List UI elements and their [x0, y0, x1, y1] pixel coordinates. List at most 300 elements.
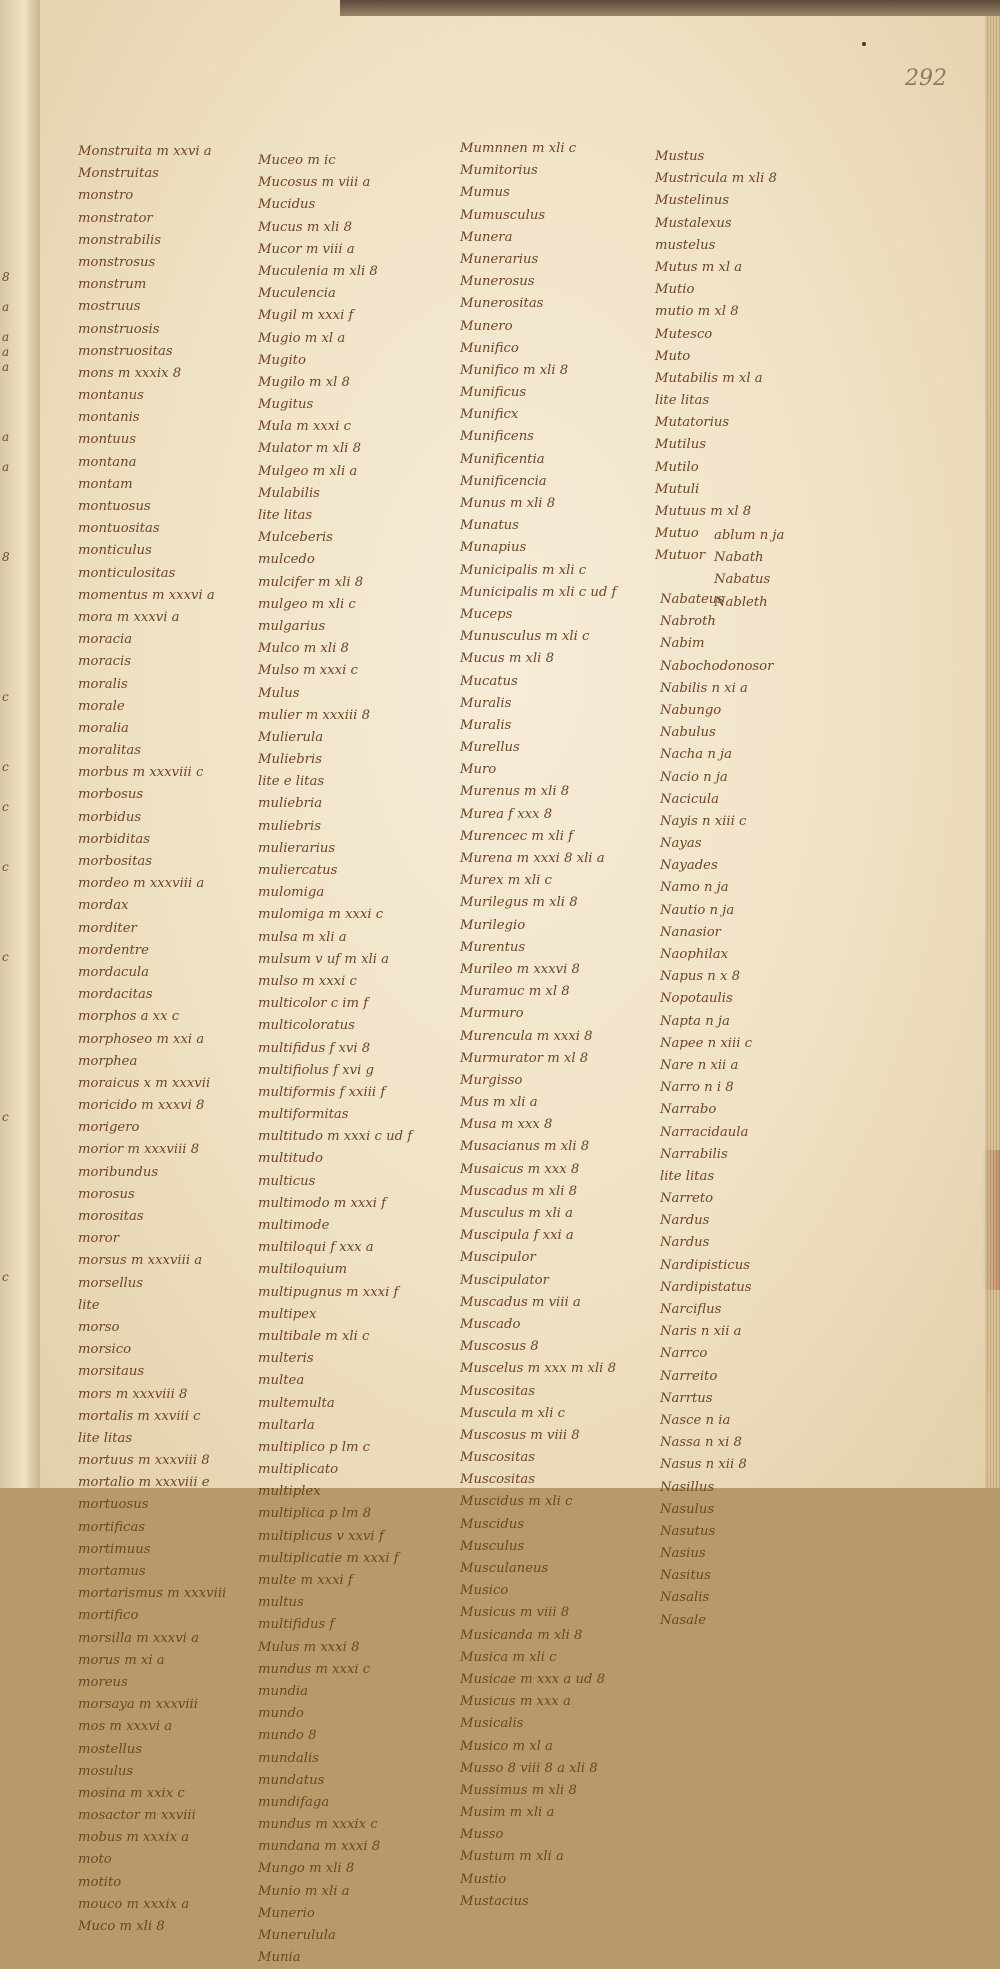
entry: Nardus: [660, 1213, 710, 1229]
entry: mundus m xxxix c: [258, 1817, 378, 1833]
entry: Mutus m xl a: [655, 259, 743, 275]
entry: mulomiga: [258, 885, 325, 901]
entry: muliebria: [258, 796, 323, 812]
entry: morale: [78, 698, 125, 714]
entry: Murmuro: [460, 1006, 524, 1022]
entry: Muscipulor: [460, 1250, 536, 1266]
entry: Musa m xxx 8: [460, 1117, 553, 1133]
entry: Musica m xli c: [460, 1649, 557, 1665]
entry: mordax: [78, 898, 129, 914]
entry: Nardipistatus: [660, 1279, 752, 1295]
entry: multicus: [258, 1173, 316, 1189]
entry: Nasalis: [660, 1590, 710, 1606]
entry: Mula m xxxi c: [258, 419, 352, 435]
entry: multiplico p lm c: [258, 1439, 371, 1455]
entry: monstrum: [78, 277, 147, 293]
entry: mortalis m xxviii c: [78, 1408, 201, 1424]
entry: mulcifer m xli 8: [258, 574, 364, 590]
entry: Narrco: [660, 1346, 708, 1362]
entry: monstro: [78, 188, 134, 204]
entry: multiloqui f xxx a: [258, 1240, 374, 1256]
column-4: [655, 146, 777, 568]
entry: Nanasior: [660, 924, 721, 940]
entry: Munia: [258, 1950, 301, 1966]
entry: mutio m xl 8: [655, 304, 739, 320]
entry: Nabim: [660, 636, 705, 652]
entry: multiformitas: [258, 1107, 349, 1123]
entry: Mumus: [460, 185, 510, 201]
entry: monstrabilis: [78, 232, 162, 248]
entry: Nabatus: [714, 572, 771, 588]
page-stain: [982, 1150, 1000, 1290]
entry: mostruus: [78, 299, 141, 315]
ink-dot: [862, 42, 866, 46]
entry: Murileo m xxxvi 8: [460, 961, 580, 977]
entry: Munera: [460, 229, 513, 245]
entry: multimode: [258, 1218, 330, 1233]
entry: Mutuo: [655, 526, 699, 542]
left-facing-page: [0, 0, 40, 1488]
margin-note: a: [2, 345, 10, 359]
entry: mordeo m xxxviii a: [78, 876, 205, 892]
entry: Nasce n ia: [660, 1412, 731, 1428]
entry: Narreito: [660, 1368, 718, 1384]
entry: motito: [78, 1874, 122, 1890]
entry: montanus: [78, 388, 144, 404]
entry: morso: [78, 1319, 120, 1335]
entry: Musaicus m xxx 8: [460, 1161, 580, 1177]
entry: morigero: [78, 1120, 140, 1136]
entry: Muceo m ic: [258, 153, 336, 168]
entry: Mustelinus: [655, 193, 730, 209]
entry: monstrator: [78, 210, 153, 226]
entry: Nasius: [660, 1546, 706, 1562]
entry: Muscipula f xxi a: [460, 1228, 574, 1244]
entry: Mutuor: [655, 548, 706, 564]
entry: monticulositas: [78, 565, 176, 581]
margin-note: c: [2, 690, 9, 704]
entry: Nasulus: [660, 1501, 715, 1517]
entry: Murentus: [460, 939, 526, 955]
entry: multibale m xli c: [258, 1328, 370, 1344]
entry: Munificencia: [460, 473, 547, 489]
entry: Monstruita m xxvi a: [78, 144, 212, 159]
entry: mundus m xxxi c: [258, 1661, 371, 1677]
entry: Muliebris: [258, 752, 322, 768]
entry: Mugio m xl a: [258, 330, 346, 346]
entry: Munificens: [460, 429, 534, 445]
entry: multipugnus m xxxi f: [258, 1284, 399, 1300]
entry: mortuosus: [78, 1497, 149, 1513]
entry: Munificus: [460, 385, 527, 401]
entry: mons m xxxix 8: [78, 365, 182, 381]
entry: Murilegus m xli 8: [460, 895, 578, 911]
entry: moribundus: [78, 1164, 159, 1180]
entry: Mumitorius: [460, 163, 538, 179]
margin-note: a: [2, 360, 10, 374]
entry: Mucatus: [460, 673, 518, 689]
entry: multea: [258, 1373, 305, 1389]
entry: mortalio m xxxviii e: [78, 1475, 210, 1491]
entry: Mulco m xli 8: [258, 641, 349, 657]
entry: Mustum m xli a: [460, 1849, 564, 1865]
entry: Musicae m xxx a ud 8: [460, 1671, 605, 1687]
margin-note: c: [2, 800, 9, 814]
entry: morsaya m xxxviii: [78, 1697, 198, 1713]
entry: mulierarius: [258, 840, 336, 856]
entry: Musso: [460, 1827, 504, 1843]
entry: mouco m xxxix a: [78, 1896, 190, 1912]
entry: Mulso m xxxi c: [258, 663, 358, 679]
entry: Nasitus: [660, 1568, 711, 1584]
entry: Mustus: [655, 149, 705, 164]
entry: Mugito: [258, 352, 306, 368]
entry: mundana m xxxi 8: [258, 1839, 381, 1855]
entry: Mustacius: [460, 1893, 529, 1909]
entry: Muscelus m xxx m xli 8: [460, 1361, 616, 1377]
entry: mundia: [258, 1683, 309, 1699]
entry: Nare n xii a: [660, 1057, 739, 1073]
entry: morsilla m xxxvi a: [78, 1630, 199, 1646]
entry: Munus m xli 8: [460, 496, 556, 511]
entry: Murex m xli c: [460, 873, 552, 889]
entry: morbus m xxxviii c: [78, 765, 204, 781]
entry: Mutilus: [655, 437, 706, 453]
entry: multicolor c im f: [258, 996, 369, 1012]
entry: monstruositas: [78, 343, 173, 359]
entry: multipex: [258, 1306, 317, 1322]
entry: Munificentia: [460, 451, 545, 467]
entry: Muceps: [460, 606, 513, 622]
entry: moralitas: [78, 743, 141, 759]
entry: Musso 8 viii 8 a xli 8: [460, 1760, 598, 1776]
entry: mors m xxxviii 8: [78, 1386, 188, 1402]
margin-note: a: [2, 300, 10, 314]
entry: moralia: [78, 720, 129, 736]
entry: mulso m xxxi c: [258, 973, 357, 989]
entry: Mucus m xli 8: [258, 219, 352, 235]
entry: mora m xxxvi a: [78, 609, 180, 625]
entry: moricido m xxxvi 8: [78, 1098, 205, 1114]
entry: Nopotaulis: [660, 991, 733, 1007]
margin-note: c: [2, 760, 9, 774]
entry: Narrabilis: [660, 1146, 728, 1162]
entry: muliercatus: [258, 863, 338, 878]
entry: montana: [78, 454, 137, 470]
entry: Napus n x 8: [660, 969, 741, 985]
entry: moralis: [78, 676, 128, 692]
entry: Nayas: [660, 836, 702, 852]
entry: Murellus: [460, 740, 520, 756]
entry: morsus m xxxviii a: [78, 1253, 203, 1269]
entry: montuosus: [78, 499, 151, 514]
entry: Nardipisticus: [660, 1257, 750, 1273]
entry: Mus m xli a: [460, 1095, 538, 1111]
entry: Muscipulator: [460, 1272, 549, 1288]
entry: multiplica p lm 8: [258, 1506, 371, 1522]
entry: mortuus m xxxviii 8: [78, 1453, 210, 1469]
entry: Munapius: [460, 540, 527, 556]
entry: morditer: [78, 920, 137, 936]
entry: Nassa n xi 8: [660, 1435, 742, 1451]
entry: Munerulula: [258, 1928, 336, 1943]
entry: Munero: [460, 318, 513, 334]
entry: mundo: [258, 1706, 304, 1722]
entry: Munifico m xli 8: [460, 362, 569, 378]
entry: multitudo m xxxi c ud f: [258, 1129, 413, 1145]
entry: Munerositas: [460, 296, 544, 312]
entry: mulsum v uf m xli a: [258, 951, 390, 967]
entry: Muculencia: [258, 286, 336, 302]
entry: Muscositas: [460, 1383, 536, 1399]
entry: lite: [78, 1297, 100, 1313]
entry: monstruosis: [78, 321, 160, 337]
entry: Murea f xxx 8: [460, 806, 553, 822]
entry: lite litas: [258, 508, 313, 523]
entry: Musacianus m xli 8: [460, 1139, 590, 1155]
margin-note: 8: [2, 550, 10, 564]
entry: Murilegio: [460, 917, 526, 933]
margin-note: c: [2, 1270, 9, 1284]
entry: Mustalexus: [655, 215, 732, 231]
entry: Nacicula: [660, 791, 719, 807]
entry: mordentre: [78, 942, 149, 958]
entry: Murencec m xli f: [460, 828, 574, 844]
entry: multarla: [258, 1417, 315, 1433]
entry: morsellus: [78, 1275, 144, 1291]
entry: moto: [78, 1852, 112, 1868]
entry: Naophilax: [660, 947, 729, 962]
entry: mundalis: [258, 1750, 319, 1766]
entry: Nasillus: [660, 1479, 715, 1495]
entry: multeris: [258, 1351, 314, 1367]
entry: multemulta: [258, 1395, 335, 1411]
entry: Muscidus: [460, 1516, 525, 1532]
entry: Muco m xli 8: [78, 1919, 165, 1934]
entry: morbosus: [78, 787, 144, 803]
margin-note: a: [2, 460, 10, 474]
entry: mulcedo: [258, 552, 315, 568]
entry: mostellus: [78, 1741, 143, 1757]
entry: lite e litas: [258, 774, 325, 790]
entry: Napta n ja: [660, 1013, 730, 1029]
entry: Nabateus: [660, 592, 725, 607]
entry: mulgeo m xli c: [258, 596, 356, 612]
entry: Muramuc m xl 8: [460, 984, 570, 1000]
entry: Musico: [460, 1583, 509, 1599]
entry: Muculenia m xli 8: [258, 263, 378, 279]
entry: Narciflus: [660, 1302, 722, 1317]
entry: Musicalis: [460, 1716, 524, 1732]
entry: Nabochodonosor: [660, 658, 774, 674]
entry: Muralis: [460, 717, 512, 733]
entry: Mucus m xli 8: [460, 651, 554, 667]
entry: Musculus: [460, 1538, 525, 1554]
entry: Mumusculus: [460, 207, 546, 223]
entry: momentus m xxxvi a: [78, 587, 215, 603]
entry: Mulierula: [258, 729, 324, 745]
entry: Murgisso: [460, 1072, 523, 1088]
entry: montuositas: [78, 521, 160, 537]
entry: Nasus n xii 8: [660, 1457, 747, 1473]
margin-note: c: [2, 860, 9, 874]
entry: Muscadus m xli 8: [460, 1183, 578, 1199]
entry: Munerio: [258, 1905, 315, 1921]
entry: Musicus m viii 8: [460, 1605, 570, 1621]
entry: Nayis n xiii c: [660, 813, 747, 829]
entry: Naris n xii a: [660, 1324, 742, 1340]
entry: Nableth: [714, 594, 768, 610]
entry: mortificas: [78, 1519, 146, 1535]
entry: morior m xxxviii 8: [78, 1142, 200, 1158]
entry: Musicus m xxx a: [460, 1694, 571, 1710]
entry: mulomiga m xxxi c: [258, 907, 384, 923]
entry: Mugitus: [258, 397, 314, 413]
entry: Mustricula m xli 8: [655, 171, 777, 187]
entry: multicoloratus: [258, 1018, 355, 1034]
entry: Munio m xli a: [258, 1883, 350, 1899]
entry: mulgarius: [258, 618, 326, 634]
entry: Mussimus m xli 8: [460, 1782, 577, 1798]
entry: Muscula m xli c: [460, 1405, 566, 1421]
entry: morus m xi a: [78, 1652, 165, 1668]
entry: multiplicatie m xxxi f: [258, 1550, 399, 1566]
entry: Mustio: [460, 1871, 507, 1887]
entry: Mutuli: [655, 481, 700, 497]
entry: morphea: [78, 1053, 138, 1069]
entry: Munusculus m xli c: [460, 629, 590, 645]
page-number: 292: [905, 66, 947, 91]
entry: Narracidaula: [660, 1124, 749, 1140]
entry: Nacio n ja: [660, 769, 728, 785]
entry: Musicanda m xli 8: [460, 1627, 583, 1643]
entry: mortarismus m xxxviii: [78, 1586, 227, 1602]
entry: Nasutus: [660, 1523, 716, 1539]
entry: mundo 8: [258, 1728, 317, 1744]
entry: mosina m xxix c: [78, 1785, 185, 1801]
entry: Munatus: [460, 518, 519, 534]
entry: Municipalis m xli c: [460, 562, 587, 578]
entry: Namo n ja: [660, 880, 729, 896]
entry: mortimuus: [78, 1541, 151, 1557]
entry: Muscadus m viii a: [460, 1294, 581, 1310]
entry: multiplex: [258, 1484, 321, 1500]
column-1: [78, 141, 226, 1938]
entry: Nabulus: [660, 725, 716, 741]
entry: monstrosus: [78, 254, 156, 270]
entry: morphoseo m xxi a: [78, 1031, 205, 1047]
entry: Mulus: [258, 685, 300, 701]
entry: Municipalis m xli c ud f: [460, 584, 617, 600]
entry: Mugil m xxxi f: [258, 308, 354, 324]
entry: Murmurator m xl 8: [460, 1050, 589, 1066]
entry: Musico m xl a: [460, 1738, 553, 1754]
entry: Musim m xli a: [460, 1805, 555, 1821]
entry: mosulus: [78, 1763, 134, 1779]
entry: Narrtus: [660, 1390, 713, 1406]
entry: Narro n i 8: [660, 1080, 734, 1096]
entry: Nautio n ja: [660, 902, 735, 918]
entry: Narrabo: [660, 1102, 717, 1118]
entry: mordacula: [78, 964, 150, 980]
entry: Nabungo: [660, 702, 722, 718]
entry: montuus: [78, 432, 136, 448]
entry: mundatus: [258, 1772, 325, 1788]
entry: mordacitas: [78, 987, 153, 1003]
entry: Mulator m xli 8: [258, 441, 361, 457]
entry: Muscositas: [460, 1472, 536, 1488]
entry: Narreto: [660, 1191, 714, 1207]
entry: Mutabilis m xl a: [655, 370, 763, 386]
entry: multifidus f xvi 8: [258, 1040, 371, 1056]
entry: monticulus: [78, 543, 152, 559]
entry: Murena m xxxi 8 xli a: [460, 851, 605, 866]
entry: Muscidus m xli c: [460, 1494, 573, 1510]
entry: morbiditas: [78, 831, 150, 847]
margin-note: c: [2, 1110, 9, 1124]
entry: lite litas: [660, 1168, 715, 1184]
entry: multifidus f: [258, 1617, 335, 1633]
entry: multiplicus v xxvi f: [258, 1528, 384, 1544]
entry: morositas: [78, 1209, 144, 1224]
entry: multitudo: [258, 1151, 323, 1167]
entry: Mulabilis: [258, 485, 320, 501]
entry: Mutuus m xl 8: [655, 504, 752, 519]
entry: Nabilis n xi a: [660, 680, 748, 696]
entry: Murenus m xli 8: [460, 784, 570, 800]
entry: moracis: [78, 654, 131, 670]
entry: Mumnnen m xli c: [460, 141, 577, 156]
entry: Muscado: [460, 1316, 521, 1332]
entry: Nabroth: [660, 614, 716, 630]
entry: ablum n ja: [714, 528, 785, 543]
entry: multiplicato: [258, 1462, 339, 1478]
entry: mos m xxxvi a: [78, 1719, 173, 1735]
entry: mortifico: [78, 1608, 139, 1624]
entry: Musculus m xli a: [460, 1206, 573, 1221]
margin-note: 8: [2, 270, 10, 284]
entry: multimodo m xxxi f: [258, 1195, 387, 1211]
entry: mundifaga: [258, 1794, 330, 1810]
entry: mulier m xxxiii 8: [258, 707, 370, 723]
entry: Nasale: [660, 1612, 707, 1628]
entry: Munifico: [460, 340, 519, 356]
entry: Musculaneus: [460, 1561, 549, 1576]
column-5: [660, 589, 773, 1632]
entry: Mugilo m xl 8: [258, 374, 350, 390]
entry: morbositas: [78, 854, 153, 869]
entry: morphos a xx c: [78, 1009, 180, 1025]
entry: Mulgeo m xli a: [258, 463, 358, 479]
entry: Muscositas: [460, 1450, 536, 1466]
entry: multifiolus f xvi g: [258, 1062, 374, 1078]
entry: lite litas: [655, 393, 710, 409]
entry: montam: [78, 476, 133, 492]
entry: Munerosus: [460, 274, 535, 290]
entry: Nayades: [660, 858, 718, 874]
entry: Mutesco: [655, 326, 713, 342]
entry: Munificx: [460, 407, 519, 423]
entry: Muralis: [460, 695, 512, 711]
entry: morosus: [78, 1186, 135, 1202]
entry: Mutilo: [655, 459, 699, 475]
entry: Napee n xiii c: [660, 1035, 752, 1051]
entry: moreus: [78, 1674, 128, 1690]
entry: Nabath: [714, 550, 764, 566]
entry: multiformis f xxiii f: [258, 1084, 386, 1100]
entry: Mulus m xxxi 8: [258, 1639, 360, 1655]
entry: morbidus: [78, 809, 142, 825]
